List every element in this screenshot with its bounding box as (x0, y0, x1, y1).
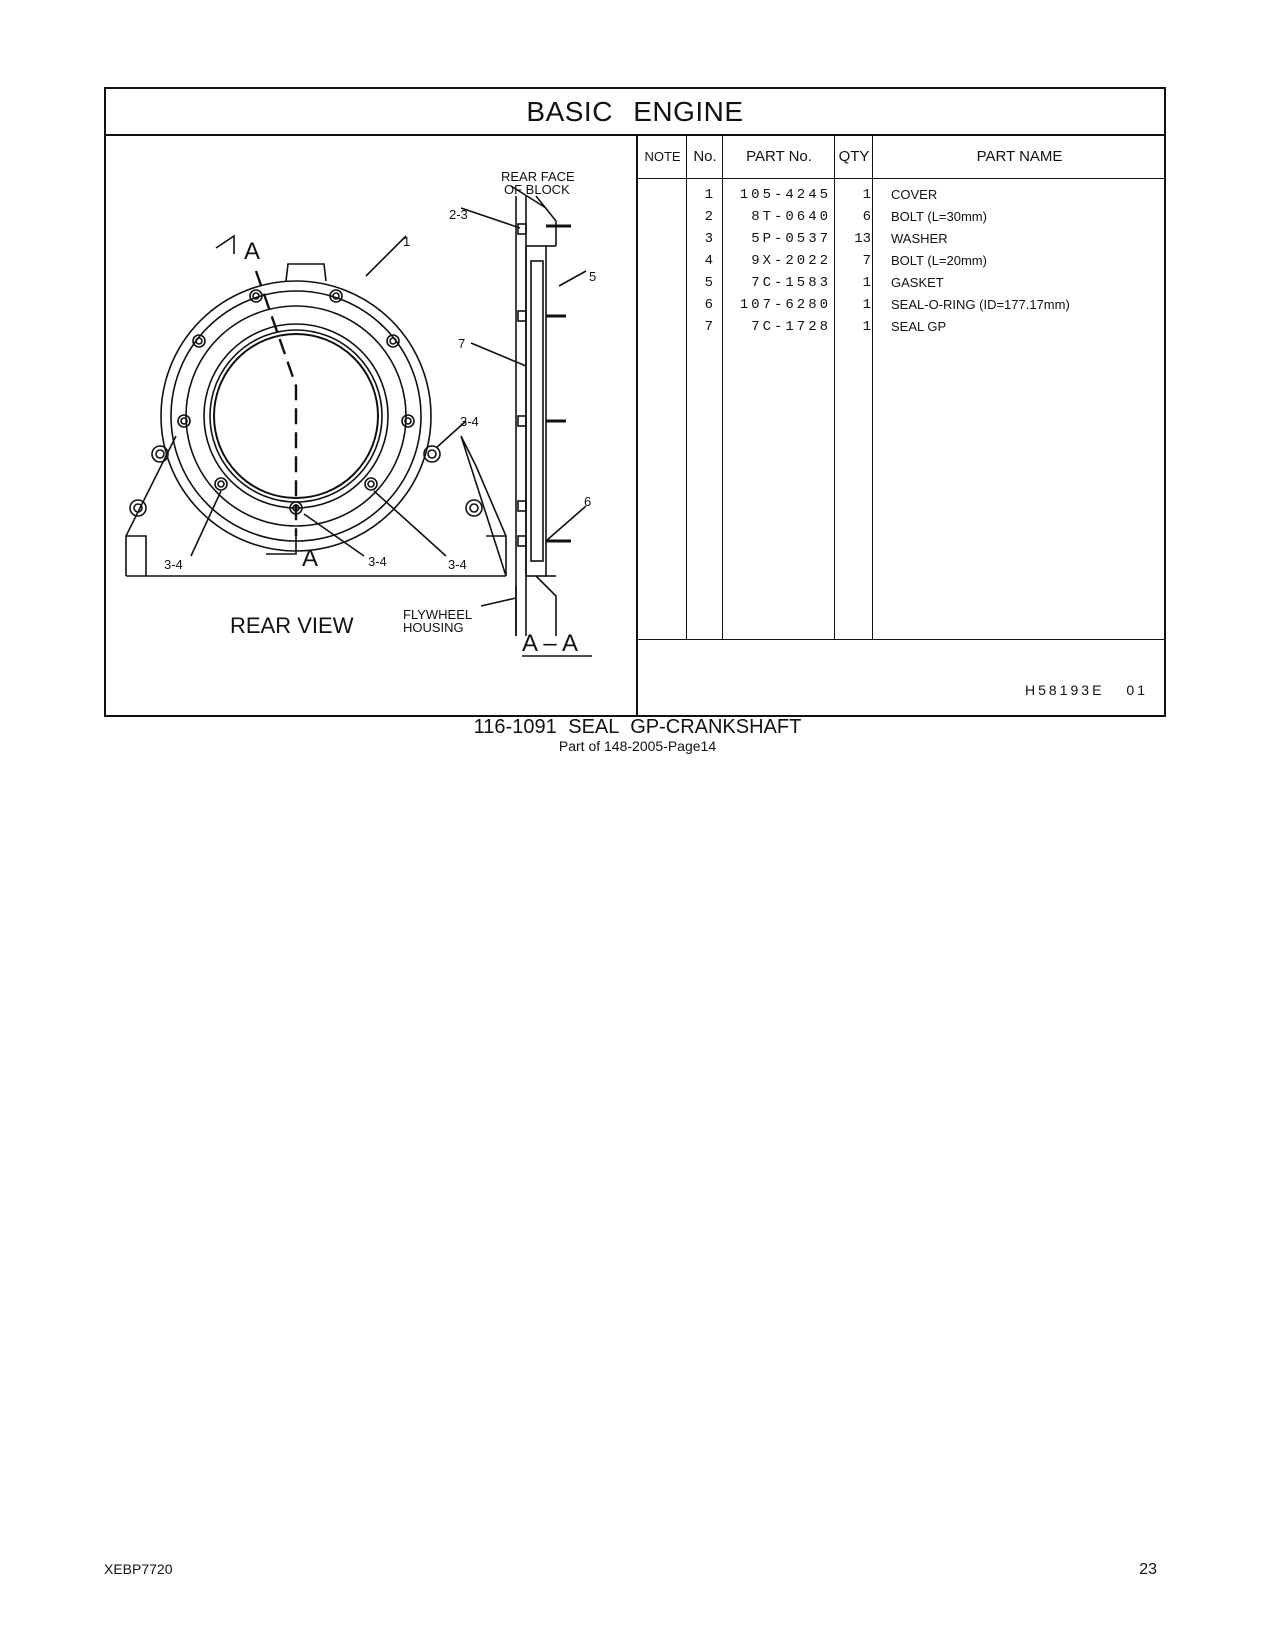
callout-flywheel: FLYWHEEL (403, 607, 473, 622)
section-view-label: A – A (522, 630, 579, 657)
row-qty: 13 (854, 231, 871, 247)
header-note: NOTE (644, 149, 681, 164)
section-mark-a-top: A (244, 238, 261, 265)
callout-2-3: 2-3 (449, 207, 468, 222)
table-row (638, 187, 1166, 209)
callout-rear-face: REAR FACE (501, 169, 575, 184)
row-no: 4 (704, 253, 713, 269)
illustration-revision: 01 (1126, 682, 1148, 698)
row-no: 6 (704, 297, 713, 313)
header-part-name: PART NAME (976, 148, 1063, 165)
row-part-no: 8T-0640 (751, 209, 831, 225)
document-id: XEBP7720 (104, 1561, 173, 1577)
table-row (638, 209, 1166, 231)
callout-3-4-center: 3-4 (368, 554, 387, 569)
callout-5: 5 (589, 269, 597, 284)
parts-drawing (106, 136, 636, 717)
row-part-no: 105-4245 (739, 187, 831, 203)
callout-housing: HOUSING (403, 620, 464, 635)
section-title: BASIC ENGINE (106, 89, 1164, 136)
table-row (638, 231, 1166, 253)
illustration-code (1025, 682, 1148, 698)
row-qty: 6 (862, 209, 871, 225)
row-part-no: 9X-2022 (751, 253, 831, 269)
section-mark-a-bottom: A (302, 545, 319, 572)
row-no: 7 (704, 319, 713, 335)
row-part-name: WASHER (891, 231, 948, 246)
page-number: 23 (1139, 1561, 1157, 1578)
parts-figure-frame (104, 87, 1166, 717)
row-qty: 7 (862, 253, 871, 269)
row-part-no: 5P-0537 (751, 231, 831, 247)
callout-7: 7 (458, 336, 466, 351)
illustration-number: H58193E (1025, 682, 1105, 698)
row-part-no: 7C-1728 (751, 319, 831, 335)
table-header (638, 134, 1166, 179)
figure-caption-title: 116-1091 SEAL GP-CRANKSHAFT (473, 716, 802, 738)
table-row (638, 297, 1166, 319)
callout-3-4-lower-right: 3-4 (448, 557, 467, 572)
table-row (638, 275, 1166, 297)
row-qty: 1 (862, 297, 871, 313)
row-part-no: 107-6280 (739, 297, 831, 313)
callout-3-4-left: 3-4 (164, 557, 183, 572)
row-no: 5 (704, 275, 713, 291)
row-qty: 1 (862, 187, 871, 203)
callout-of-block: OF BLOCK (504, 182, 570, 197)
row-part-name: COVER (891, 187, 938, 202)
parts-table (636, 134, 1166, 717)
figure-caption-subtitle: Part of 148-2005-Page14 (558, 738, 717, 754)
row-part-name: BOLT (L=30mm) (891, 209, 987, 224)
callout-1: 1 (403, 234, 411, 249)
row-part-name: BOLT (L=20mm) (891, 253, 987, 268)
header-qty: QTY (838, 148, 870, 165)
header-no: No. (693, 148, 717, 165)
row-part-name: SEAL-O-RING (ID=177.17mm) (891, 297, 1070, 312)
row-qty: 1 (862, 275, 871, 291)
table-row (638, 253, 1166, 275)
header-part-no: PART No. (746, 148, 812, 165)
row-part-name: GASKET (891, 275, 944, 290)
table-bottom-rule (638, 639, 1166, 640)
seal-group-illustration (106, 136, 636, 717)
table-row (638, 319, 1166, 341)
rear-view-label: REAR VIEW (230, 613, 354, 638)
row-no: 3 (704, 231, 713, 247)
callout-3-4-right: 3-4 (460, 414, 479, 429)
callout-6: 6 (584, 494, 592, 509)
row-no: 1 (704, 187, 713, 203)
row-part-no: 7C-1583 (751, 275, 831, 291)
row-qty: 1 (862, 319, 871, 335)
row-no: 2 (704, 209, 713, 225)
row-part-name: SEAL GP (891, 319, 947, 334)
